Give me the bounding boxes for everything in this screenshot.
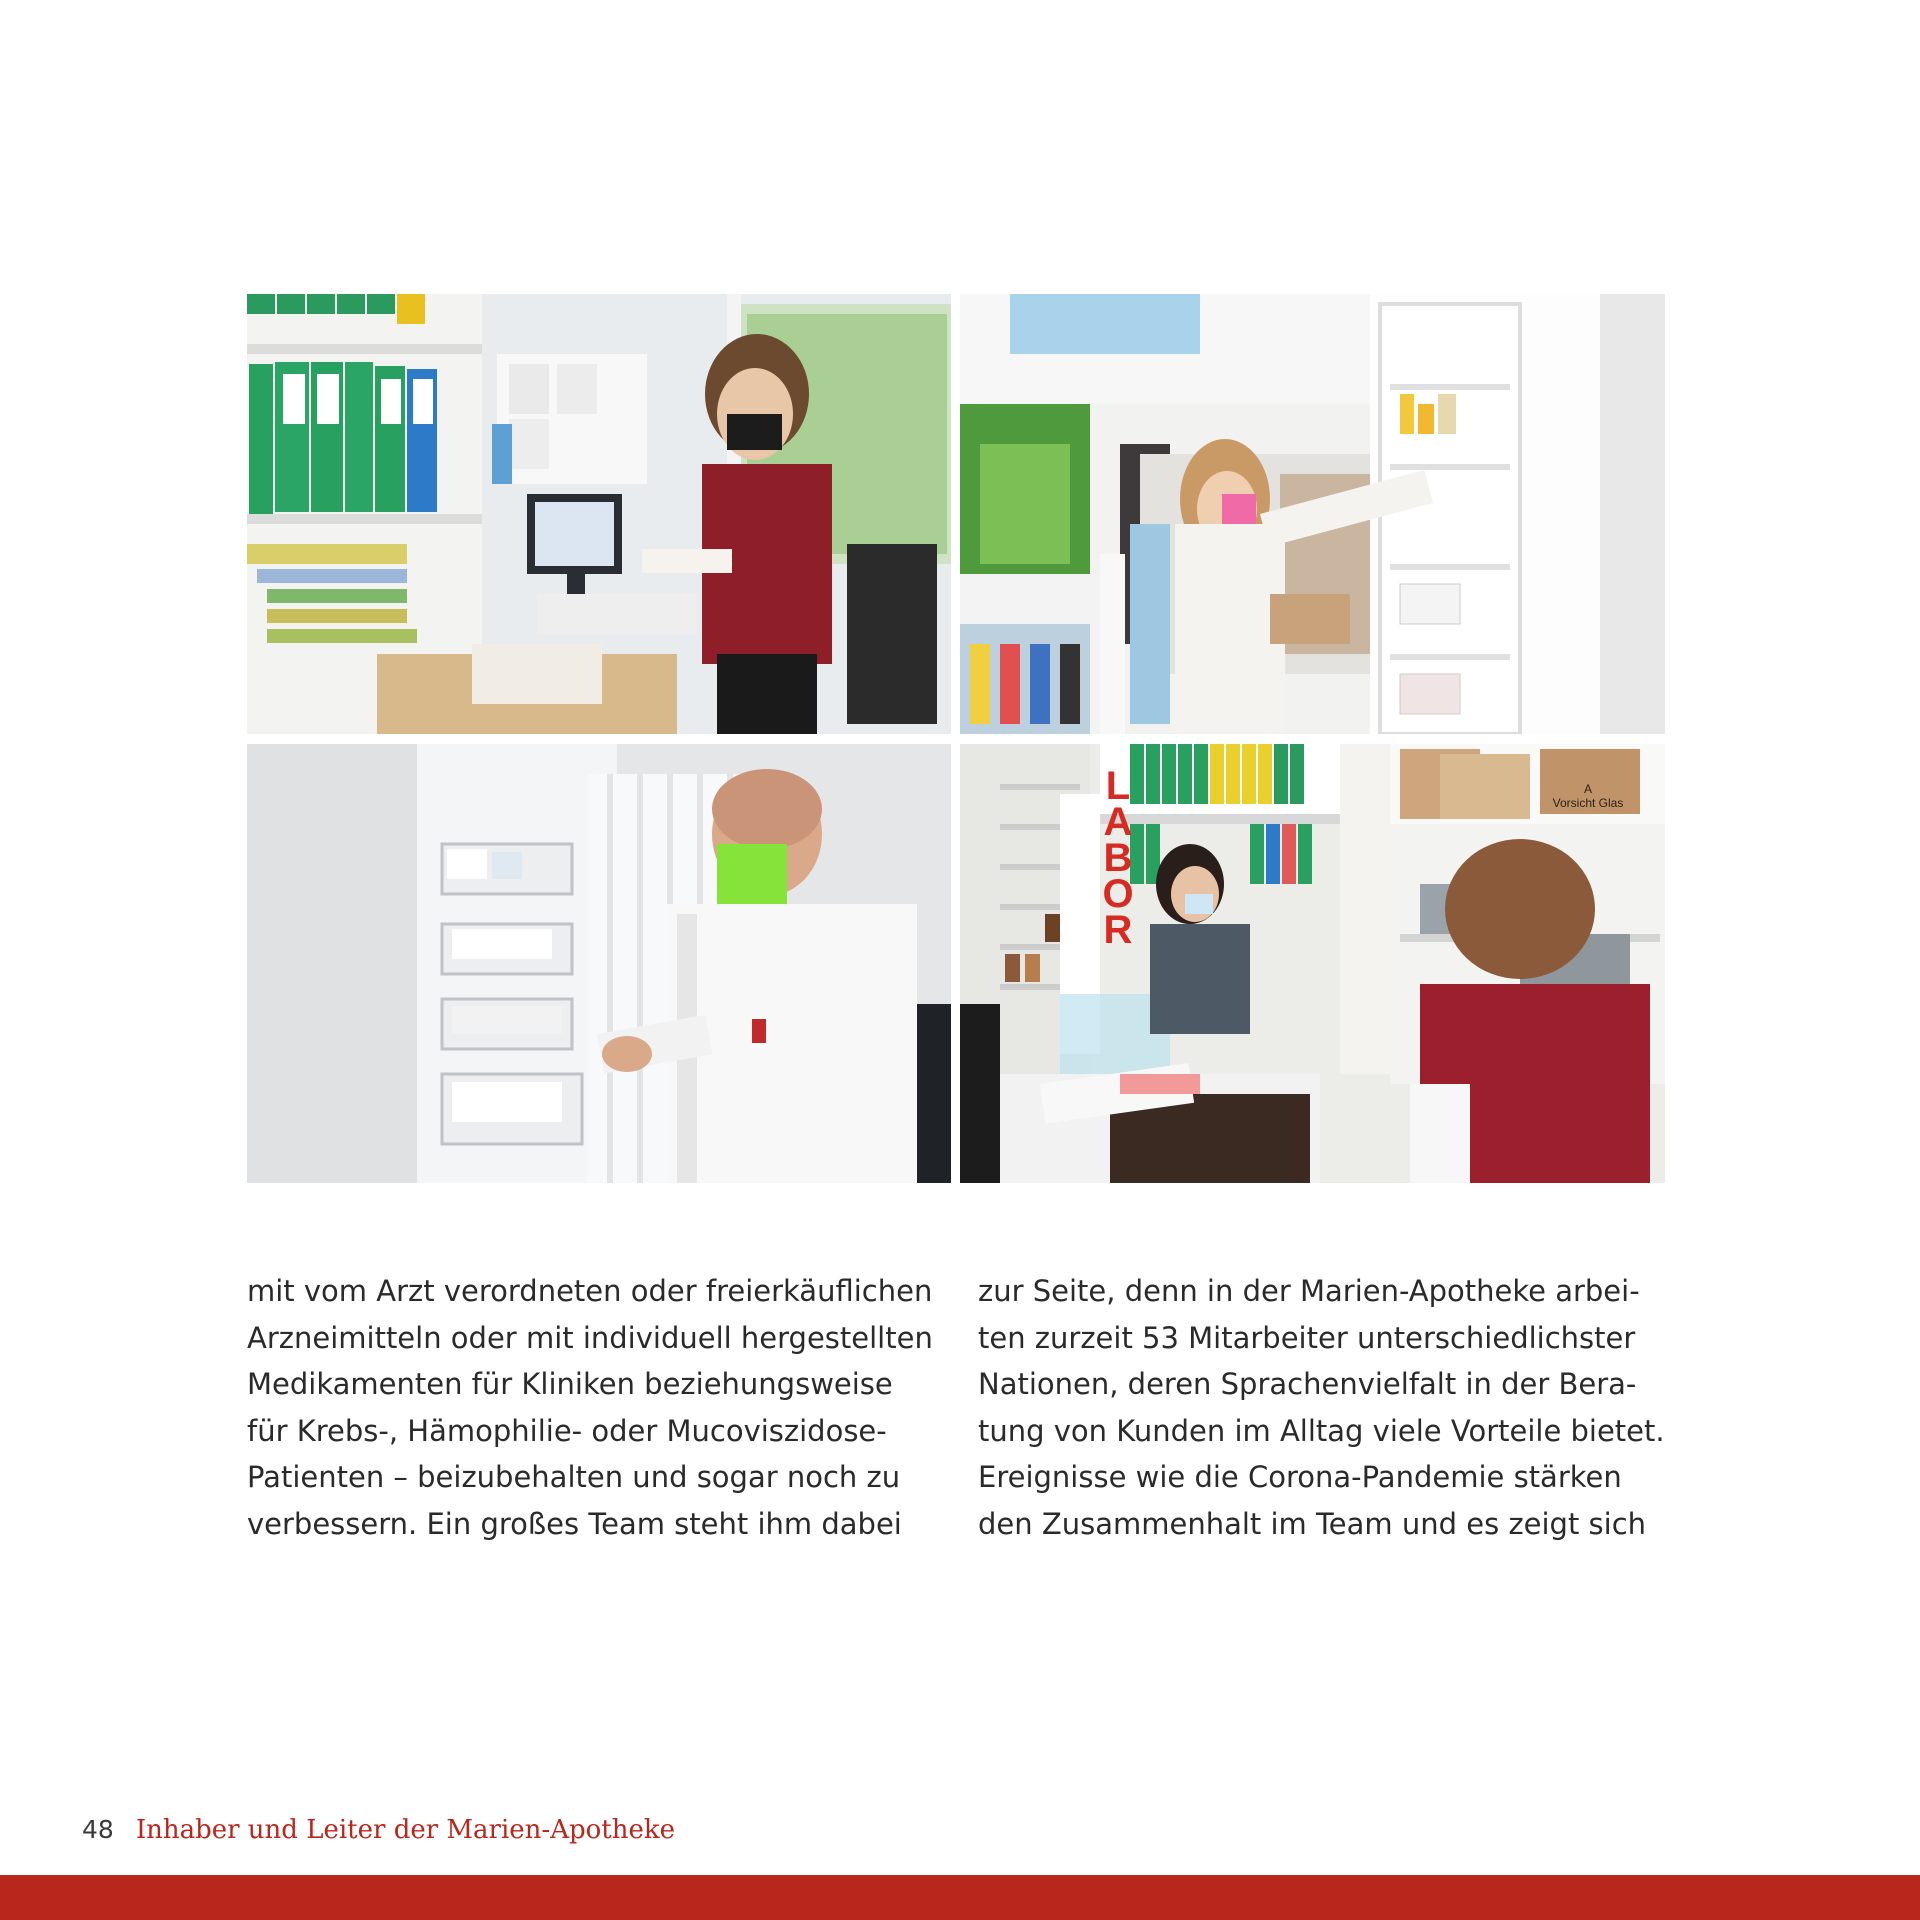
body-text-left-column	[247, 1268, 947, 1547]
body-text-line: ten zurzeit 53 Mitarbeiter unterschiedlichster	[978, 1320, 1636, 1355]
body-text-line: mit vom Arzt verordneten oder freierkäuflichen	[247, 1274, 933, 1308]
body-text-line: Nationen, deren Sprachenvielfalt in der Bera-	[978, 1367, 1637, 1401]
body-text-line: verbessern. Ein großes Team steht ihm dabei	[247, 1506, 902, 1541]
box-label-line-2: Vorsicht Glas	[1552, 796, 1624, 810]
body-text-line: zur Seite, denn in der Marien-Apotheke arbei-	[978, 1274, 1640, 1308]
page-number: 48	[82, 1815, 114, 1844]
photo-medicine-cabinet	[247, 744, 951, 1183]
labor-sign-text: LABOR	[1102, 764, 1134, 952]
body-text-line: Arzneimitteln oder mit individuell hergestellten	[247, 1320, 933, 1355]
body-text-line: Patienten – beizubehalten und sogar noch zu	[247, 1460, 901, 1494]
body-text-line: für Krebs-, Hämophilie- oder Mucoviszidose-	[247, 1413, 887, 1448]
photo-grid	[247, 294, 1665, 1183]
office-photo-illustration	[247, 294, 951, 734]
body-text-line: tung von Kunden im Alltag viele Vorteile bietet.	[978, 1413, 1665, 1448]
box-label-line-1: A	[1583, 782, 1592, 796]
photo-pharmacy-shelves	[960, 294, 1665, 734]
body-text-line: Ereignisse wie die Corona-Pandemie stärken	[978, 1460, 1622, 1494]
page-footer	[82, 1815, 675, 1851]
footer-accent-bar	[0, 1875, 1920, 1920]
shelves-photo-illustration	[960, 294, 1665, 734]
body-text-line: den Zusammenhalt im Team und es zeigt sich	[978, 1506, 1647, 1541]
body-text-right-column	[978, 1268, 1678, 1547]
running-title: Inhaber und Leiter der Marien-Apotheke	[135, 1815, 675, 1845]
labor-sign	[1098, 764, 1138, 952]
cabinet-photo-illustration	[247, 744, 951, 1183]
body-text-line: Medikamenten für Kliniken beziehungsweise	[247, 1367, 893, 1401]
photo-laboratory	[960, 744, 1665, 1183]
box-label	[1538, 782, 1638, 810]
photo-pharmacy-office	[247, 294, 951, 734]
